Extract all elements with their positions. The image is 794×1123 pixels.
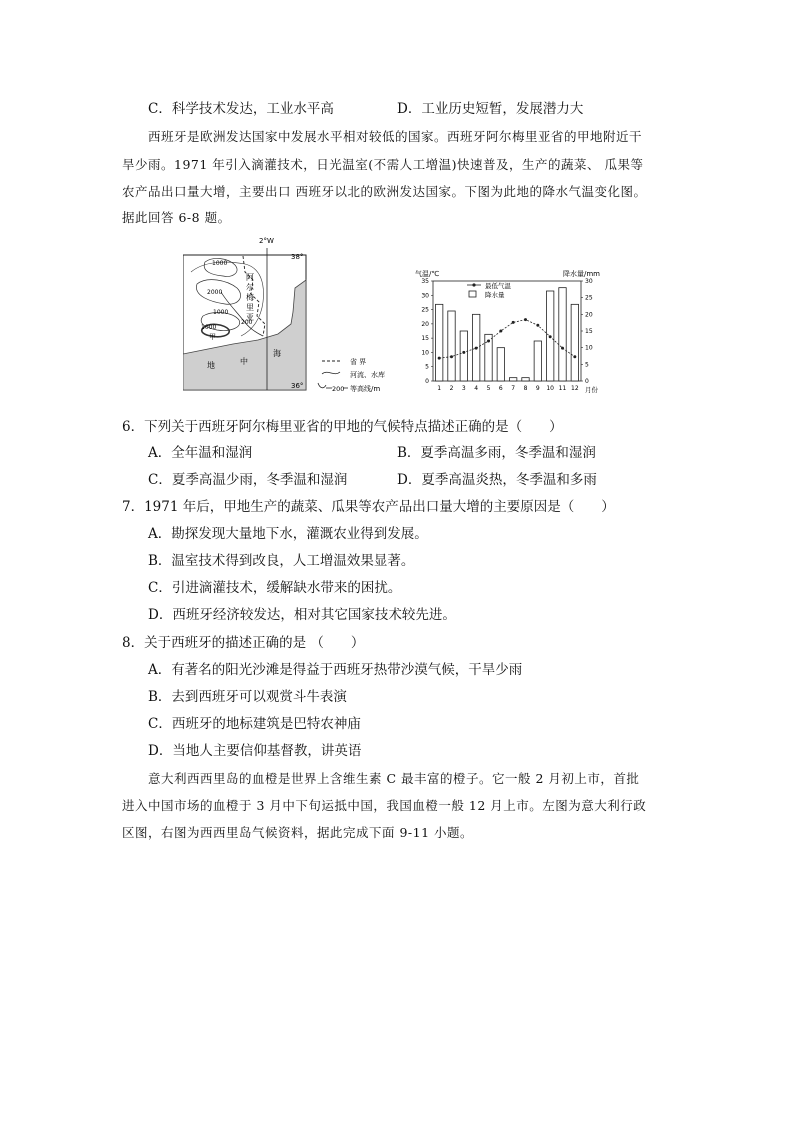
q7-option-d: D．西班牙经济较发达，相对其它国家技术较先进。 — [148, 607, 456, 623]
right-tick-label: 25 — [585, 294, 593, 302]
sea-char-3: 海 — [273, 349, 281, 358]
map-svg — [183, 232, 398, 398]
q8-option-a: A．有著名的阳光沙滩是得益于西班牙热带沙漠气候，干旱少雨 — [148, 662, 523, 678]
q6-option-d: D．夏季高温炎热，冬季温和多雨 — [397, 472, 597, 488]
precip-bar — [497, 348, 504, 381]
left-tick-label: 10 — [421, 349, 429, 357]
month-label: 7 — [511, 385, 516, 392]
sea-char-1: 地 — [207, 361, 215, 370]
month-label: 4 — [474, 385, 479, 392]
passage1-line4: 据此回答 6-8 题。 — [122, 210, 231, 225]
q8-option-b: B．去到西班牙可以观赏斗牛表演 — [148, 689, 347, 705]
right-tick-label: 0 — [585, 378, 589, 385]
q8-option-d: D．当地人主要信仰基督教，讲英语 — [148, 743, 362, 759]
passage2-line3: 区图，右图为西西里岛气候资料，据此完成下面 9-11 小题。 — [122, 825, 474, 840]
month-label: 12 — [571, 385, 579, 392]
contour-label-4: 200 — [241, 319, 253, 326]
q7-option-b: B．温室技术得到改良，人工增温效果显著。 — [148, 553, 415, 569]
right-tick-label: 10 — [585, 344, 593, 352]
contour-label-3: 1000 — [213, 309, 229, 316]
precip-bar — [509, 378, 516, 381]
month-label: 1 — [437, 385, 442, 392]
passage1-line1: 西班牙是欧洲发达国家中发展水平相对较低的国家。西班牙阿尔梅里亚省的甲地附近干 — [148, 129, 643, 144]
left-tick-label: 15 — [421, 335, 429, 343]
map-legend-river: 河流、水库 — [350, 371, 385, 379]
left-tick-label: 5 — [425, 363, 429, 371]
province-char-2: 尔 — [246, 283, 254, 292]
precip-bar — [460, 331, 467, 381]
q8-stem: 8．关于西班牙的描述正确的是 （ ） — [122, 635, 365, 651]
passage1-line2: 旱少雨。1971 年引入滴灌技术，日光温室(不需人工增温)快速普及，生产的蔬菜、 瓜果等 — [122, 157, 644, 172]
temp-point — [512, 321, 515, 324]
month-label: 6 — [498, 385, 503, 392]
q6-option-a: A．全年温和湿润 — [148, 445, 253, 461]
temp-line — [439, 320, 575, 359]
q7-option-c: C．引进滴灌技术，缓解缺水带来的困扰。 — [148, 580, 402, 596]
temp-point — [438, 357, 441, 360]
month-label: 9 — [535, 385, 540, 392]
month-label: 5 — [486, 385, 491, 392]
temp-point — [536, 324, 539, 327]
left-tick-label: 25 — [421, 306, 429, 314]
map-lat-bottom: 36° — [291, 382, 304, 390]
left-tick-label: 35 — [421, 278, 429, 285]
q6-stem: 6．下列关于西班牙阿尔梅里亚省的甲地的气候特点描述正确的是（ ） — [122, 419, 563, 435]
passage2-line2: 进入中国市场的血橙于 3 月中下旬运抵中国，我国血橙一般 12 月上市。左图为意大利行政 — [122, 798, 647, 813]
map-lon-label: 2°W — [259, 237, 274, 245]
option-d: D．工业历史短暂，发展潜力大 — [397, 101, 584, 117]
q8-option-c: C．西班牙的地标建筑是巴特农神庙 — [148, 716, 361, 732]
map-legend-contour: 等高线/m — [350, 385, 381, 393]
precip-bar — [534, 341, 541, 381]
map-legend-border: 省 界 — [350, 358, 367, 366]
temp-point — [487, 340, 490, 343]
province-char-4: 里 — [246, 303, 254, 312]
chart-svg — [413, 264, 605, 398]
right-tick-label: 20 — [585, 311, 593, 319]
province-char-1: 阿 — [246, 273, 254, 282]
right-tick-label: 5 — [585, 361, 589, 369]
temp-point — [524, 318, 527, 321]
legend-precip: 降水量 — [485, 291, 505, 299]
province-char-5: 亚 — [246, 313, 254, 322]
sea-char-2: 中 — [240, 357, 248, 366]
temp-point — [450, 355, 453, 358]
contour-label-5: 1000 — [201, 324, 217, 331]
temp-point — [499, 330, 502, 333]
precip-bar — [522, 378, 529, 381]
temp-point — [561, 347, 564, 350]
month-label: 8 — [523, 385, 528, 392]
passage1-line3: 农产品出口量大增，主要出口 西班牙以北的欧洲发达国家。下图为此地的降水气温变化图。 — [122, 184, 647, 199]
chart-xlabel: 月份 — [585, 386, 598, 394]
climate-chart — [413, 264, 605, 402]
month-label: 10 — [546, 385, 554, 392]
precip-bar — [571, 304, 578, 381]
chart-ylabel-right: 降水量/mm — [563, 270, 600, 278]
q7-stem: 7．1971 年后，甲地生产的蔬菜、瓜果等农产品出口量大增的主要原因是（ ） — [122, 499, 615, 515]
temp-point — [573, 355, 576, 358]
map-figure — [183, 232, 398, 402]
temp-point — [462, 351, 465, 354]
contour-label-1: 1000 — [212, 260, 228, 267]
precip-bar — [559, 288, 566, 381]
province-char-3: 梅 — [246, 293, 254, 302]
q6-option-c: C．夏季高温少雨，冬季温和湿润 — [148, 472, 348, 488]
month-label: 2 — [449, 385, 454, 392]
contour-label-2: 2000 — [207, 289, 223, 296]
left-tick-label: 20 — [421, 320, 429, 328]
left-tick-label: 0 — [425, 378, 429, 385]
legend-temp: 最低气温 — [485, 282, 511, 290]
precip-bar — [435, 304, 442, 381]
q6-option-b: B．夏季高温多雨，冬季温和湿润 — [397, 445, 596, 461]
left-tick-label: 30 — [421, 292, 429, 300]
chart-ylabel-left: 气温/℃ — [415, 270, 440, 278]
right-tick-label: 15 — [585, 328, 593, 335]
temp-point — [475, 347, 478, 350]
map-point-jia: 甲 — [209, 333, 216, 341]
precip-bar — [448, 311, 455, 381]
option-c: C．科学技术发达，工业水平高 — [148, 101, 334, 117]
q7-option-a: A．勘探发现大量地下水，灌溉农业得到发展。 — [148, 526, 428, 542]
map-lat-top: 38° — [291, 253, 304, 261]
temp-point — [549, 335, 552, 338]
month-label: 11 — [558, 385, 567, 392]
right-tick-label: 30 — [585, 278, 593, 285]
map-legend-contour-value: 200 — [332, 385, 345, 393]
month-label: 3 — [461, 385, 466, 392]
passage2-line1: 意大利西西里岛的血橙是世界上含维生素 C 最丰富的橙子。它一般 2 月初上市，首批 — [148, 771, 640, 786]
